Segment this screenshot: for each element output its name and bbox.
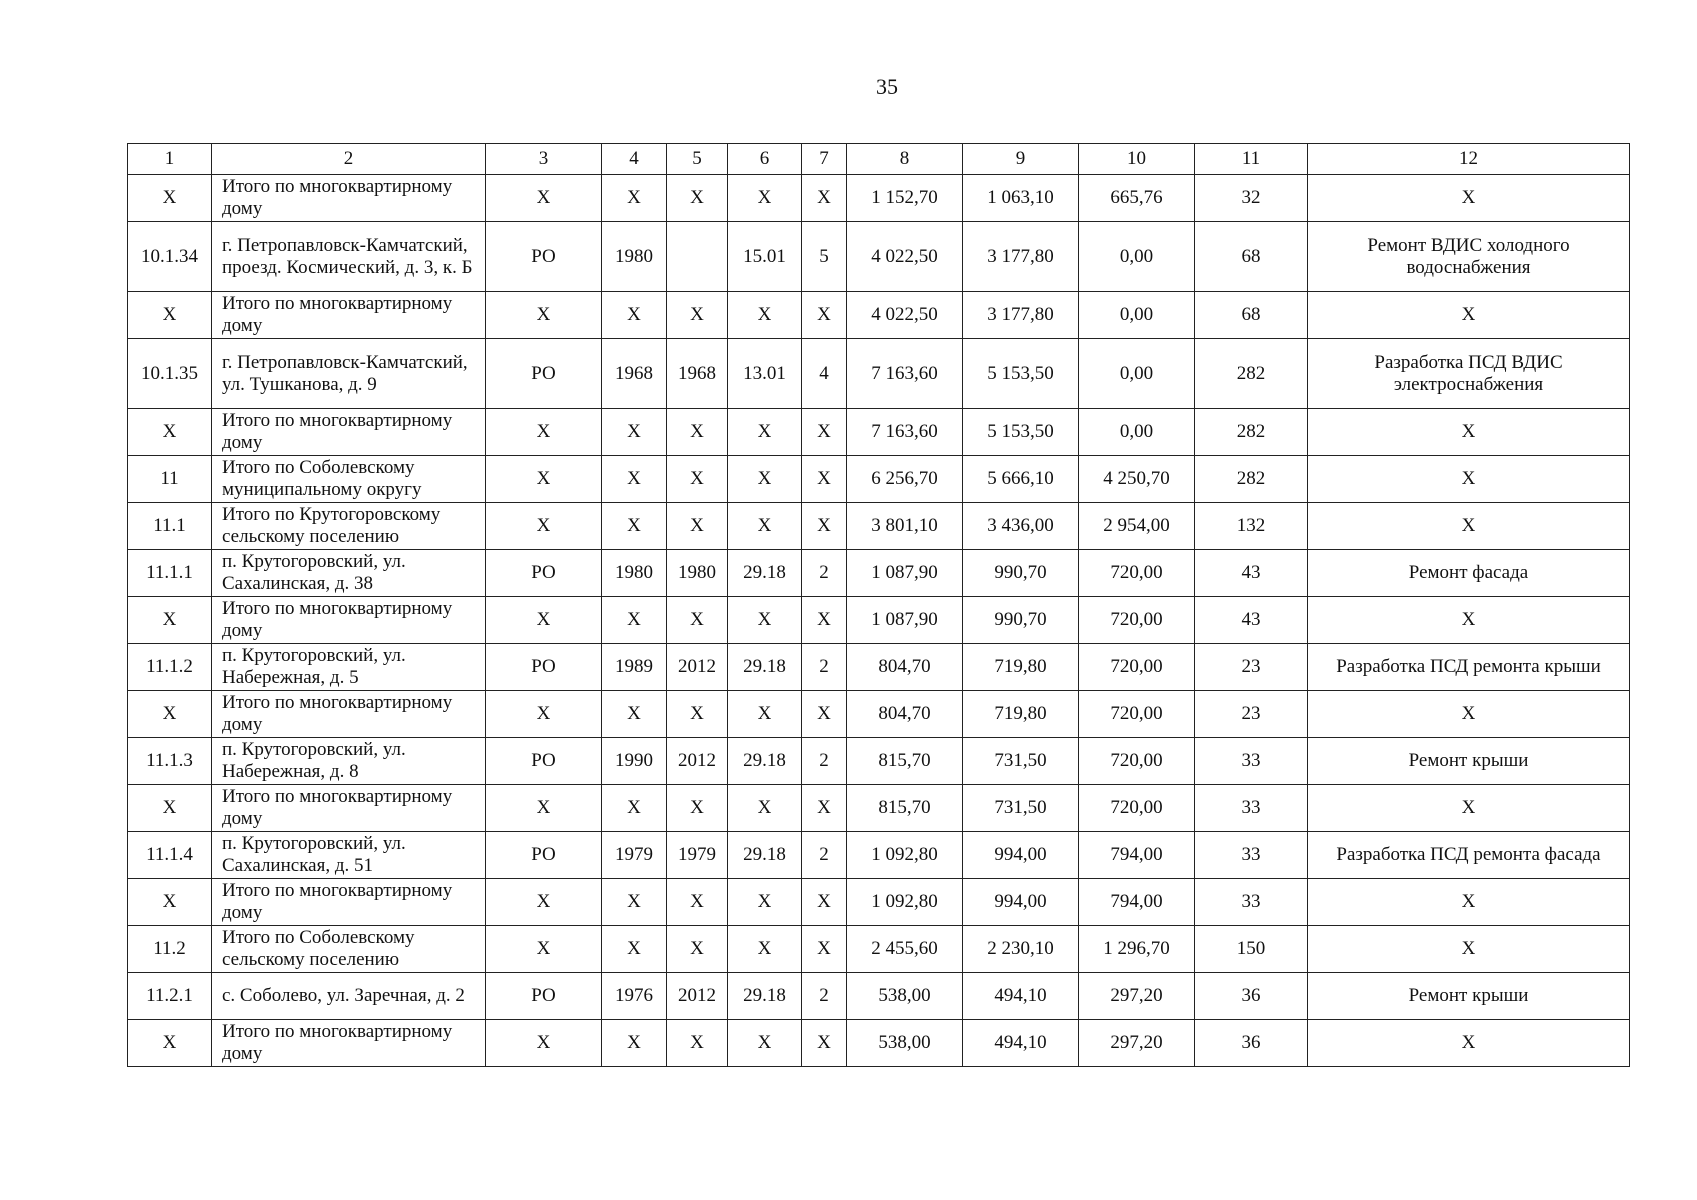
table-cell: 29.18	[728, 644, 802, 691]
table-cell: 297,20	[1079, 1020, 1195, 1067]
table-cell: X	[602, 175, 667, 222]
table-cell: 1980	[602, 222, 667, 292]
table-cell: X	[486, 879, 602, 926]
table-cell: 990,70	[963, 550, 1079, 597]
table-cell: X	[802, 292, 847, 339]
column-header: 12	[1308, 144, 1630, 175]
table-cell: Ремонт фасада	[1308, 550, 1630, 597]
table-cell: 731,50	[963, 785, 1079, 832]
table-cell: X	[802, 503, 847, 550]
table-cell: 36	[1195, 1020, 1308, 1067]
table-cell: 2	[802, 832, 847, 879]
table-cell: X	[728, 785, 802, 832]
table-cell: 10.1.35	[128, 339, 212, 409]
table-cell: 1 092,80	[847, 832, 963, 879]
table-cell: 1989	[602, 644, 667, 691]
table-cell: X	[1308, 503, 1630, 550]
table-cell: Ремонт крыши	[1308, 973, 1630, 1020]
table-cell: 43	[1195, 550, 1308, 597]
table-cell: X	[486, 456, 602, 503]
table-cell: 5 153,50	[963, 339, 1079, 409]
table-row	[128, 222, 1630, 292]
column-header: 8	[847, 144, 963, 175]
table-row	[128, 738, 1630, 785]
table-cell: X	[667, 175, 728, 222]
table-cell: X	[802, 926, 847, 973]
column-header: 10	[1079, 144, 1195, 175]
table-cell: 4 250,70	[1079, 456, 1195, 503]
table-cell: X	[728, 879, 802, 926]
table-cell: 719,80	[963, 691, 1079, 738]
table-cell: 23	[1195, 691, 1308, 738]
table-cell: X	[802, 597, 847, 644]
table-cell: X	[1308, 1020, 1630, 1067]
table-cell: РО	[486, 832, 602, 879]
table-cell: 2	[802, 738, 847, 785]
table-cell: X	[486, 691, 602, 738]
table-cell: X	[728, 409, 802, 456]
table-cell: Ремонт крыши	[1308, 738, 1630, 785]
table-cell: X	[1308, 456, 1630, 503]
table-cell: X	[1308, 879, 1630, 926]
table-cell: 3 177,80	[963, 222, 1079, 292]
table-cell: 1 063,10	[963, 175, 1079, 222]
table-cell: РО	[486, 222, 602, 292]
table-row	[128, 973, 1630, 1020]
table-row	[128, 691, 1630, 738]
table-cell: X	[128, 597, 212, 644]
table-cell: X	[128, 879, 212, 926]
table-cell: Итого по многоквартирному дому	[212, 409, 486, 456]
table-cell: 7 163,60	[847, 339, 963, 409]
table-cell: 2012	[667, 738, 728, 785]
table-cell: X	[667, 503, 728, 550]
table-row	[128, 175, 1630, 222]
table-cell: 731,50	[963, 738, 1079, 785]
table-cell: 15.01	[728, 222, 802, 292]
table-cell: X	[602, 785, 667, 832]
table-cell: X	[1308, 597, 1630, 644]
table-cell: X	[486, 785, 602, 832]
table-cell: 1 092,80	[847, 879, 963, 926]
table-cell: 815,70	[847, 785, 963, 832]
table-cell: 0,00	[1079, 222, 1195, 292]
table-cell: X	[486, 926, 602, 973]
table-cell: 5 153,50	[963, 409, 1079, 456]
table-cell: Разработка ПСД ремонта фасада	[1308, 832, 1630, 879]
table-cell: 720,00	[1079, 691, 1195, 738]
table-cell: X	[1308, 691, 1630, 738]
table-cell: 68	[1195, 292, 1308, 339]
table-cell: 11	[128, 456, 212, 503]
table-cell: X	[602, 503, 667, 550]
table-cell: X	[602, 1020, 667, 1067]
table-cell: Разработка ПСД ремонта крыши	[1308, 644, 1630, 691]
table-cell: 994,00	[963, 879, 1079, 926]
table-cell: X	[667, 691, 728, 738]
table-cell: X	[486, 175, 602, 222]
table-cell: РО	[486, 339, 602, 409]
table-cell: Разработка ПСД ВДИС электроснабжения	[1308, 339, 1630, 409]
table-cell: с. Соболево, ул. Заречная, д. 2	[212, 973, 486, 1020]
table-cell: X	[486, 597, 602, 644]
table-row	[128, 339, 1630, 409]
table-cell: 33	[1195, 738, 1308, 785]
table-cell: 2012	[667, 973, 728, 1020]
table-cell: Итого по Соболевскому сельскому поселению	[212, 926, 486, 973]
table-cell: 990,70	[963, 597, 1079, 644]
table-cell: п. Крутогоровский, ул. Набережная, д. 8	[212, 738, 486, 785]
table-cell: X	[602, 691, 667, 738]
table-row	[128, 409, 1630, 456]
table-cell: 1968	[602, 339, 667, 409]
table-cell: 494,10	[963, 1020, 1079, 1067]
table-cell: 538,00	[847, 973, 963, 1020]
table-cell: X	[602, 597, 667, 644]
table-cell: 0,00	[1079, 409, 1195, 456]
table-cell: 3 177,80	[963, 292, 1079, 339]
table-cell: Итого по Крутогоровскому сельскому поселению	[212, 503, 486, 550]
table-cell: 1979	[667, 832, 728, 879]
table-cell: X	[1308, 409, 1630, 456]
table-cell: X	[802, 691, 847, 738]
table-cell: 4 022,50	[847, 222, 963, 292]
table-cell: X	[1308, 292, 1630, 339]
table-cell: 2	[802, 973, 847, 1020]
table-cell: X	[728, 691, 802, 738]
table-cell: 33	[1195, 785, 1308, 832]
table-cell: X	[1308, 175, 1630, 222]
table-cell: 29.18	[728, 832, 802, 879]
table-cell: 282	[1195, 409, 1308, 456]
table-cell: РО	[486, 550, 602, 597]
table-cell: 1976	[602, 973, 667, 1020]
table-cell: 538,00	[847, 1020, 963, 1067]
table-cell: X	[802, 1020, 847, 1067]
data-table	[127, 143, 1630, 1067]
table-cell: 804,70	[847, 691, 963, 738]
table-cell: Итого по многоквартирному дому	[212, 292, 486, 339]
table-cell: 720,00	[1079, 785, 1195, 832]
table-cell: X	[602, 879, 667, 926]
table-cell	[667, 222, 728, 292]
table-cell: X	[602, 292, 667, 339]
table-cell: 11.2.1	[128, 973, 212, 1020]
table-cell: Итого по многоквартирному дому	[212, 691, 486, 738]
table-cell: 282	[1195, 456, 1308, 503]
table-cell: X	[728, 1020, 802, 1067]
table-cell: 719,80	[963, 644, 1079, 691]
table-cell: 32	[1195, 175, 1308, 222]
table-cell: X	[667, 292, 728, 339]
table-cell: 1 296,70	[1079, 926, 1195, 973]
table-cell: X	[128, 175, 212, 222]
table-row	[128, 1020, 1630, 1067]
table-cell: 29.18	[728, 738, 802, 785]
table-cell: X	[602, 926, 667, 973]
table-cell: X	[667, 1020, 728, 1067]
table-row	[128, 832, 1630, 879]
column-header: 1	[128, 144, 212, 175]
table-cell: 1979	[602, 832, 667, 879]
table-cell: X	[128, 292, 212, 339]
table-row	[128, 879, 1630, 926]
table-cell: X	[802, 456, 847, 503]
table-cell: 720,00	[1079, 738, 1195, 785]
table-cell: 33	[1195, 832, 1308, 879]
table-cell: 297,20	[1079, 973, 1195, 1020]
table-cell: 3 801,10	[847, 503, 963, 550]
table-cell: 36	[1195, 973, 1308, 1020]
table-cell: X	[728, 292, 802, 339]
page-number: 35	[876, 74, 898, 99]
table-row	[128, 597, 1630, 644]
table-cell: 2 455,60	[847, 926, 963, 973]
table-cell: 11.1.1	[128, 550, 212, 597]
table-cell: п. Крутогоровский, ул. Набережная, д. 5	[212, 644, 486, 691]
table-row	[128, 503, 1630, 550]
table-cell: X	[802, 409, 847, 456]
column-header: 5	[667, 144, 728, 175]
table-cell: 815,70	[847, 738, 963, 785]
table-cell: 2 954,00	[1079, 503, 1195, 550]
table-cell: Итого по Соболевскому муниципальному округу	[212, 456, 486, 503]
table-cell: X	[602, 409, 667, 456]
table-cell: X	[802, 879, 847, 926]
table-cell: 132	[1195, 503, 1308, 550]
table-cell: X	[486, 409, 602, 456]
table-cell: 150	[1195, 926, 1308, 973]
table-cell: 11.1.4	[128, 832, 212, 879]
table-cell: X	[602, 456, 667, 503]
table-cell: 1 087,90	[847, 550, 963, 597]
table-cell: РО	[486, 738, 602, 785]
table-row	[128, 644, 1630, 691]
table-cell: 0,00	[1079, 339, 1195, 409]
table-cell: 494,10	[963, 973, 1079, 1020]
table-cell: X	[728, 503, 802, 550]
table-cell: 665,76	[1079, 175, 1195, 222]
column-header: 4	[602, 144, 667, 175]
table-cell: X	[667, 409, 728, 456]
table-cell: X	[128, 1020, 212, 1067]
table-cell: 29.18	[728, 973, 802, 1020]
table-cell: 7 163,60	[847, 409, 963, 456]
table-cell: 804,70	[847, 644, 963, 691]
table-cell: г. Петропавловск-Камчатский, ул. Тушканова, д. 9	[212, 339, 486, 409]
table-cell: 5 666,10	[963, 456, 1079, 503]
table-cell: 68	[1195, 222, 1308, 292]
table-cell: 1990	[602, 738, 667, 785]
table-cell: 994,00	[963, 832, 1079, 879]
table-cell: 1 152,70	[847, 175, 963, 222]
table-cell: 4 022,50	[847, 292, 963, 339]
table-cell: Итого по многоквартирному дому	[212, 175, 486, 222]
table-cell: п. Крутогоровский, ул. Сахалинская, д. 51	[212, 832, 486, 879]
table-cell: 13.01	[728, 339, 802, 409]
column-header: 9	[963, 144, 1079, 175]
table-cell: X	[128, 691, 212, 738]
column-header: 7	[802, 144, 847, 175]
table-cell: 43	[1195, 597, 1308, 644]
table-cell: Итого по многоквартирному дому	[212, 1020, 486, 1067]
table-cell: X	[802, 785, 847, 832]
table-cell: 1968	[667, 339, 728, 409]
table-cell: 11.1.2	[128, 644, 212, 691]
table-cell: 2012	[667, 644, 728, 691]
table-header-row	[128, 144, 1630, 175]
table-cell: X	[667, 785, 728, 832]
table-cell: Ремонт ВДИС холодного водоснабжения	[1308, 222, 1630, 292]
table-cell: 33	[1195, 879, 1308, 926]
table-cell: 3 436,00	[963, 503, 1079, 550]
table-row	[128, 550, 1630, 597]
table-cell: 23	[1195, 644, 1308, 691]
table-cell: X	[667, 456, 728, 503]
table-cell: X	[728, 456, 802, 503]
table-cell: 720,00	[1079, 597, 1195, 644]
table-cell: X	[728, 175, 802, 222]
table-cell: 794,00	[1079, 879, 1195, 926]
table-cell: Итого по многоквартирному дому	[212, 597, 486, 644]
table-cell: РО	[486, 644, 602, 691]
table-row	[128, 292, 1630, 339]
table-cell: 11.1	[128, 503, 212, 550]
table-cell: 1980	[667, 550, 728, 597]
table-cell: 4	[802, 339, 847, 409]
table-cell: 2 230,10	[963, 926, 1079, 973]
table-cell: 720,00	[1079, 644, 1195, 691]
table-cell: 282	[1195, 339, 1308, 409]
table-cell: X	[1308, 785, 1630, 832]
table-cell: X	[486, 1020, 602, 1067]
table-cell: 0,00	[1079, 292, 1195, 339]
table-cell: 720,00	[1079, 550, 1195, 597]
table-cell: Итого по многоквартирному дому	[212, 785, 486, 832]
table-cell: X	[728, 597, 802, 644]
table-cell: 11.1.3	[128, 738, 212, 785]
table-cell: 5	[802, 222, 847, 292]
table-cell: X	[486, 503, 602, 550]
table-cell: 1 087,90	[847, 597, 963, 644]
table-cell: X	[667, 597, 728, 644]
table-cell: 2	[802, 550, 847, 597]
table-cell: г. Петропавловск-Камчатский, проезд. Космический, д. 3, к. Б	[212, 222, 486, 292]
table-cell: X	[728, 926, 802, 973]
table-row	[128, 785, 1630, 832]
table-row	[128, 926, 1630, 973]
table-cell: X	[486, 292, 602, 339]
table-cell: п. Крутогоровский, ул. Сахалинская, д. 38	[212, 550, 486, 597]
column-header: 6	[728, 144, 802, 175]
table-cell: X	[667, 879, 728, 926]
table-cell: 6 256,70	[847, 456, 963, 503]
table-cell: 29.18	[728, 550, 802, 597]
table-cell: X	[128, 409, 212, 456]
column-header: 3	[486, 144, 602, 175]
table-row	[128, 456, 1630, 503]
table-cell: 1980	[602, 550, 667, 597]
column-header: 11	[1195, 144, 1308, 175]
table-cell: X	[128, 785, 212, 832]
table-cell: X	[1308, 926, 1630, 973]
table-cell: X	[802, 175, 847, 222]
column-header: 2	[212, 144, 486, 175]
table-cell: Итого по многоквартирному дому	[212, 879, 486, 926]
table-cell: 794,00	[1079, 832, 1195, 879]
table-cell: РО	[486, 973, 602, 1020]
table-cell: 11.2	[128, 926, 212, 973]
table-cell: X	[667, 926, 728, 973]
table-cell: 10.1.34	[128, 222, 212, 292]
table-cell: 2	[802, 644, 847, 691]
